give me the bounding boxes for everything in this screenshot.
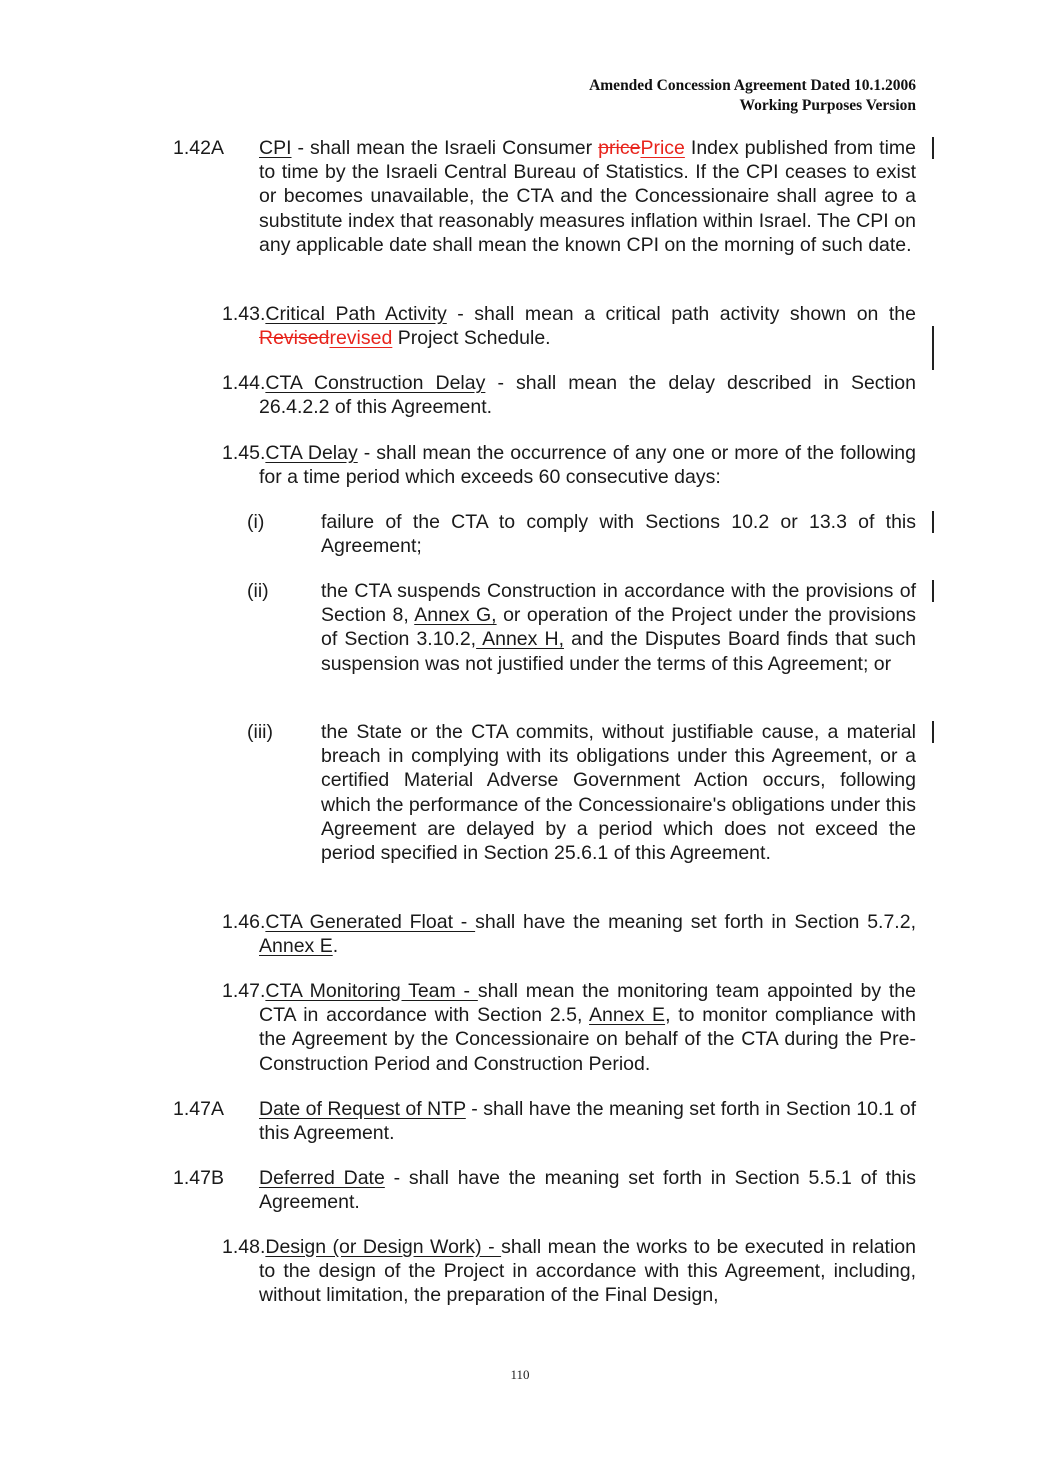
- defined-term: Design (or Design Work) -: [265, 1236, 502, 1258]
- annex-reference: Annex H,: [476, 628, 564, 651]
- section-number: 1.47B: [173, 1167, 224, 1189]
- text-run: , to monitor compliance with the Agreement by the Concessionaire on behalf of the CTA during the Pre-Construction Period and Construction Period.: [259, 1004, 916, 1075]
- header-subtitle: Working Purposes Version: [739, 97, 916, 114]
- defined-term: CTA Generated Float -: [265, 911, 476, 933]
- text-run: shall mean the monitoring team appointed by the CTA in accordance with Section 2.5,: [259, 980, 916, 1027]
- section-1-46: [173, 910, 916, 958]
- text-run: - shall have the meaning set forth in Section 10.1 of this Agreement.: [259, 1098, 916, 1145]
- annex-reference: Annex E: [259, 935, 333, 958]
- text-run: Project Schedule.: [392, 327, 551, 350]
- list-label: (ii): [247, 580, 269, 602]
- section-1-43: [173, 302, 916, 350]
- section-number: 1.45.: [222, 442, 266, 464]
- text-run: or operation of the Project under the provisions of Section 3.10.2,: [321, 604, 916, 651]
- section-1-47a: [173, 1097, 916, 1145]
- text-run: the CTA suspends Construction in accordance with the provisions of Section 8,: [321, 580, 916, 627]
- deleted-text: price: [598, 137, 641, 159]
- revision-change-bar: [932, 137, 934, 159]
- annex-reference: Annex E: [589, 1004, 666, 1027]
- text-run: - shall mean the occurrence of any one or more of the following for a time period which exceeds 60 consecutive days:: [259, 442, 916, 489]
- page-number: 110: [510, 1367, 530, 1382]
- deleted-text: Revised: [259, 327, 330, 350]
- section-text: [222, 371, 917, 419]
- section-number: 1.47A: [173, 1098, 224, 1120]
- revision-change-bar: [932, 721, 934, 743]
- defined-term: Deferred Date: [259, 1167, 385, 1189]
- section-text: [259, 1166, 916, 1214]
- section-number: 1.47.: [222, 980, 266, 1002]
- list-text: [321, 579, 916, 676]
- inserted-text: Price: [640, 137, 685, 159]
- section-1-42a: [173, 136, 916, 257]
- text-run: Index published from time to time by the Israeli Central Bureau of Statistics. If the CPI ceases to exist or becomes unavailable, the CTA and the Concessionaire shall agree to a substitute index that reasonably measures inflation within Israel. The CPI on any applicable date shall mean the known CPI on the morning of such date.: [259, 137, 917, 256]
- annex-reference: Annex G,: [414, 604, 497, 627]
- list-label: (iii): [247, 721, 273, 743]
- section-1-44: [173, 371, 916, 419]
- section-text: [222, 979, 916, 1076]
- text-run: - shall mean the Israeli Consumer: [291, 137, 599, 159]
- section-text: [222, 441, 916, 489]
- text-run: shall have the meaning set forth in Section 5.7.2,: [475, 911, 916, 933]
- revision-change-bar: [932, 511, 934, 533]
- section-text: [222, 1235, 916, 1308]
- defined-term: Critical Path Activity: [265, 303, 447, 325]
- header-title: Amended Concession Agreement Dated 10.1.2006: [589, 77, 916, 94]
- text-run: - shall mean the delay described in Section 26.4.2.2 of this Agreement.: [259, 372, 917, 419]
- section-text: [222, 910, 916, 958]
- text-run: - shall mean a critical path activity shown on the: [446, 303, 916, 325]
- revision-change-bar: [932, 326, 934, 370]
- section-1-45: [173, 441, 916, 489]
- section-text: [259, 136, 916, 257]
- section-text: [222, 302, 916, 350]
- section-number: 1.44.: [222, 372, 266, 394]
- list-text: the State or the CTA commits, without justifiable cause, a material breach in complying with its obligations under this Agreement, or a certified Material Adverse Government Action occurs, following which the performance of the Concessionaire's obligations under this Agreement are delayed by a period which does not exceed the period specified in Section 25.6.1 of this Agreement.: [321, 721, 916, 865]
- list-item-i: [247, 510, 916, 558]
- section-number: 1.42A: [173, 137, 224, 159]
- section-1-47b: [173, 1166, 916, 1214]
- inserted-text: revised: [329, 327, 393, 350]
- text-run: and the Disputes Board finds that such suspension was not justified under the terms of this Agreement; or: [321, 628, 916, 675]
- text-run: shall mean the works to be executed in relation to the design of the Project in accordance with this Agreement, including, without limitation, the preparation of the Final Design,: [259, 1236, 916, 1307]
- defined-term: CTA Monitoring Team -: [265, 980, 478, 1002]
- list-label: (i): [247, 511, 265, 533]
- section-1-48: [173, 1235, 916, 1308]
- list-item-ii: [247, 579, 916, 676]
- list-item-iii: [247, 720, 916, 865]
- section-number: 1.46.: [222, 911, 266, 933]
- defined-term: CTA Delay: [265, 442, 358, 464]
- section-number: 1.48.: [222, 1236, 266, 1258]
- revision-change-bar: [932, 580, 934, 602]
- page-header: [589, 76, 916, 116]
- defined-term: CTA Construction Delay: [265, 372, 486, 394]
- section-text: [259, 1097, 916, 1145]
- section-number: 1.43.: [222, 303, 266, 325]
- section-1-47: [173, 979, 916, 1076]
- defined-term: CPI: [259, 137, 292, 159]
- text-run: - shall have the meaning set forth in Section 5.5.1 of this Agreement.: [259, 1167, 916, 1214]
- list-text: failure of the CTA to comply with Sections 10.2 or 13.3 of this Agreement;: [321, 511, 916, 558]
- text-run: .: [332, 935, 339, 958]
- defined-term: Date of Request of NTP: [259, 1098, 466, 1120]
